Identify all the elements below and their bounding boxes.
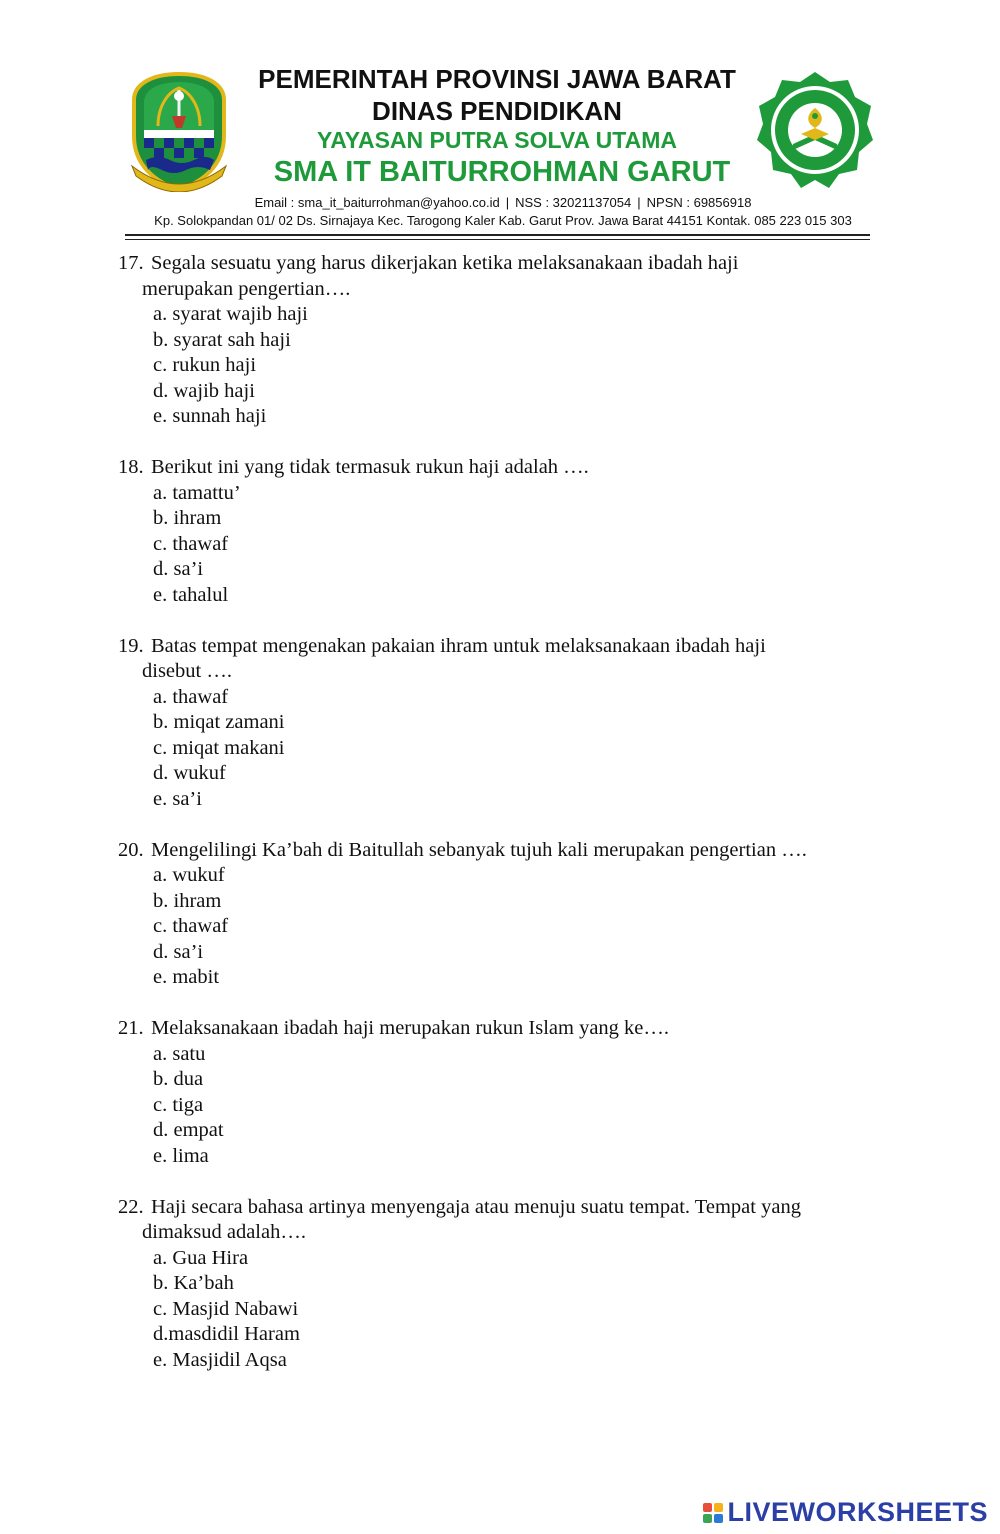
answer-option[interactable]: d. sa’i: [153, 558, 204, 580]
answer-option[interactable]: a. thawaf: [153, 685, 229, 708]
question-text: Berikut ini yang tidak termasuk rukun haji adalah ….: [151, 456, 589, 478]
answer-option[interactable]: d. empat: [153, 1119, 224, 1141]
answer-option[interactable]: c. thawaf: [153, 915, 229, 937]
jawa-barat-emblem-icon: [128, 70, 230, 192]
contact-nss: NSS : 32021137054: [515, 195, 632, 210]
question-text: Haji secara bahasa artinya menyengaja atau menuju suatu tempat. Tempat yang: [151, 1195, 801, 1218]
separator: |: [637, 195, 641, 210]
question-text-continued: merupakan pengertian….: [142, 277, 351, 300]
answer-option[interactable]: a. syarat wajib haji: [153, 303, 308, 325]
answer-options: [118, 302, 898, 430]
answer-option[interactable]: b. dua: [153, 1068, 204, 1090]
question-text: Mengelilingi Ka’bah di Baitullah sebanyak tujuh kali merupakan pengertian ….: [151, 838, 807, 861]
answer-option[interactable]: b. ihram: [153, 507, 222, 529]
answer-option[interactable]: c. rukun haji: [153, 354, 257, 376]
answer-options: [118, 481, 898, 609]
answer-option[interactable]: d. sa’i: [153, 940, 204, 963]
answer-option[interactable]: b. syarat sah haji: [153, 328, 291, 351]
answer-option[interactable]: e. lima: [153, 1144, 209, 1167]
question-text-continued: dimaksud adalah….: [142, 1221, 306, 1243]
question-22: [118, 1195, 898, 1374]
letterhead-rule-thick: [125, 234, 870, 236]
question-text: Segala sesuatu yang harus dikerjakan ketika melaksanakaan ibadah haji: [151, 252, 739, 274]
answer-option[interactable]: d. wukuf: [153, 762, 226, 784]
answer-option[interactable]: a. wukuf: [153, 864, 225, 886]
answer-option[interactable]: c. tiga: [153, 1093, 204, 1116]
answer-option[interactable]: b. Ka’bah: [153, 1272, 234, 1294]
question-number: 18.: [118, 456, 144, 478]
question-21: [118, 1016, 898, 1169]
answer-option[interactable]: e. sunnah haji: [153, 405, 267, 427]
answer-option[interactable]: d. wajib haji: [153, 379, 255, 402]
answer-option[interactable]: c. miqat makani: [153, 736, 285, 759]
answer-option[interactable]: c. thawaf: [153, 532, 229, 555]
letterhead-rule-thin: [125, 239, 870, 240]
question-number: 19.: [118, 634, 144, 657]
question-20: [118, 838, 898, 991]
school-seal-icon: [755, 70, 875, 190]
question-18: [118, 455, 898, 608]
question-number: 21.: [118, 1017, 144, 1039]
answer-option[interactable]: a. satu: [153, 1042, 206, 1065]
question-text: Melaksanakaan ibadah haji merupakan rukun Islam yang ke….: [151, 1017, 670, 1039]
question-number: 22.: [118, 1195, 144, 1218]
question-number: 17.: [118, 252, 144, 274]
answer-option[interactable]: e. mabit: [153, 966, 220, 988]
question-text-continued: disebut ….: [142, 660, 232, 682]
answer-options: [118, 685, 898, 813]
answer-options: [118, 1042, 898, 1170]
answer-option[interactable]: a. tamattu’: [153, 481, 241, 504]
contact-npsn: NPSN : 69856918: [646, 195, 752, 210]
separator: |: [505, 195, 510, 210]
answer-option[interactable]: a. Gua Hira: [153, 1246, 249, 1269]
answer-option[interactable]: e. tahalul: [153, 583, 229, 606]
contact-email: Email : sma_it_baiturrohman@yahoo.co.id: [254, 195, 500, 210]
question-number: 20.: [118, 838, 144, 861]
answer-options: [118, 863, 898, 991]
liveworksheets-watermark[interactable]: [703, 1497, 988, 1528]
letterhead: PEMERINTAH PROVINSI JAWA BARAT DINAS PENDIDIKAN YAYASAN PUTRA SOLVA UTAMA SMA IT BAITURROHMAN GARUT Email : sma_it_baiturrohman@yahoo.co.id | NSS : 32021137054 | NPSN : 69856918 Kp. Solokpandan 01/ 02 Ds. Sirnajaya Kec. Tarogong Kaler Kab. Garut Prov. Jawa Barat 44151 Kontak. 085 223 015 303: [0, 0, 1000, 245]
answer-option[interactable]: d.masdidil Haram: [153, 1323, 300, 1345]
watermark-label: LIVEWORKSHEETS: [727, 1497, 988, 1527]
answer-option[interactable]: b. ihram: [153, 889, 222, 912]
answer-options: [118, 1246, 898, 1374]
question-text: Batas tempat mengenakan pakaian ihram untuk melaksanakaan ibadah haji: [151, 634, 766, 657]
answer-option[interactable]: c. Masjid Nabawi: [153, 1297, 299, 1320]
answer-option[interactable]: b. miqat zamani: [153, 711, 285, 733]
answer-option[interactable]: e. Masjidil Aqsa: [153, 1348, 287, 1371]
answer-option[interactable]: e. sa’i: [153, 787, 202, 810]
question-17: [118, 251, 898, 430]
question-19: [118, 634, 898, 813]
liveworksheets-logo-icon: [703, 1503, 723, 1523]
question-list: [118, 251, 898, 1399]
